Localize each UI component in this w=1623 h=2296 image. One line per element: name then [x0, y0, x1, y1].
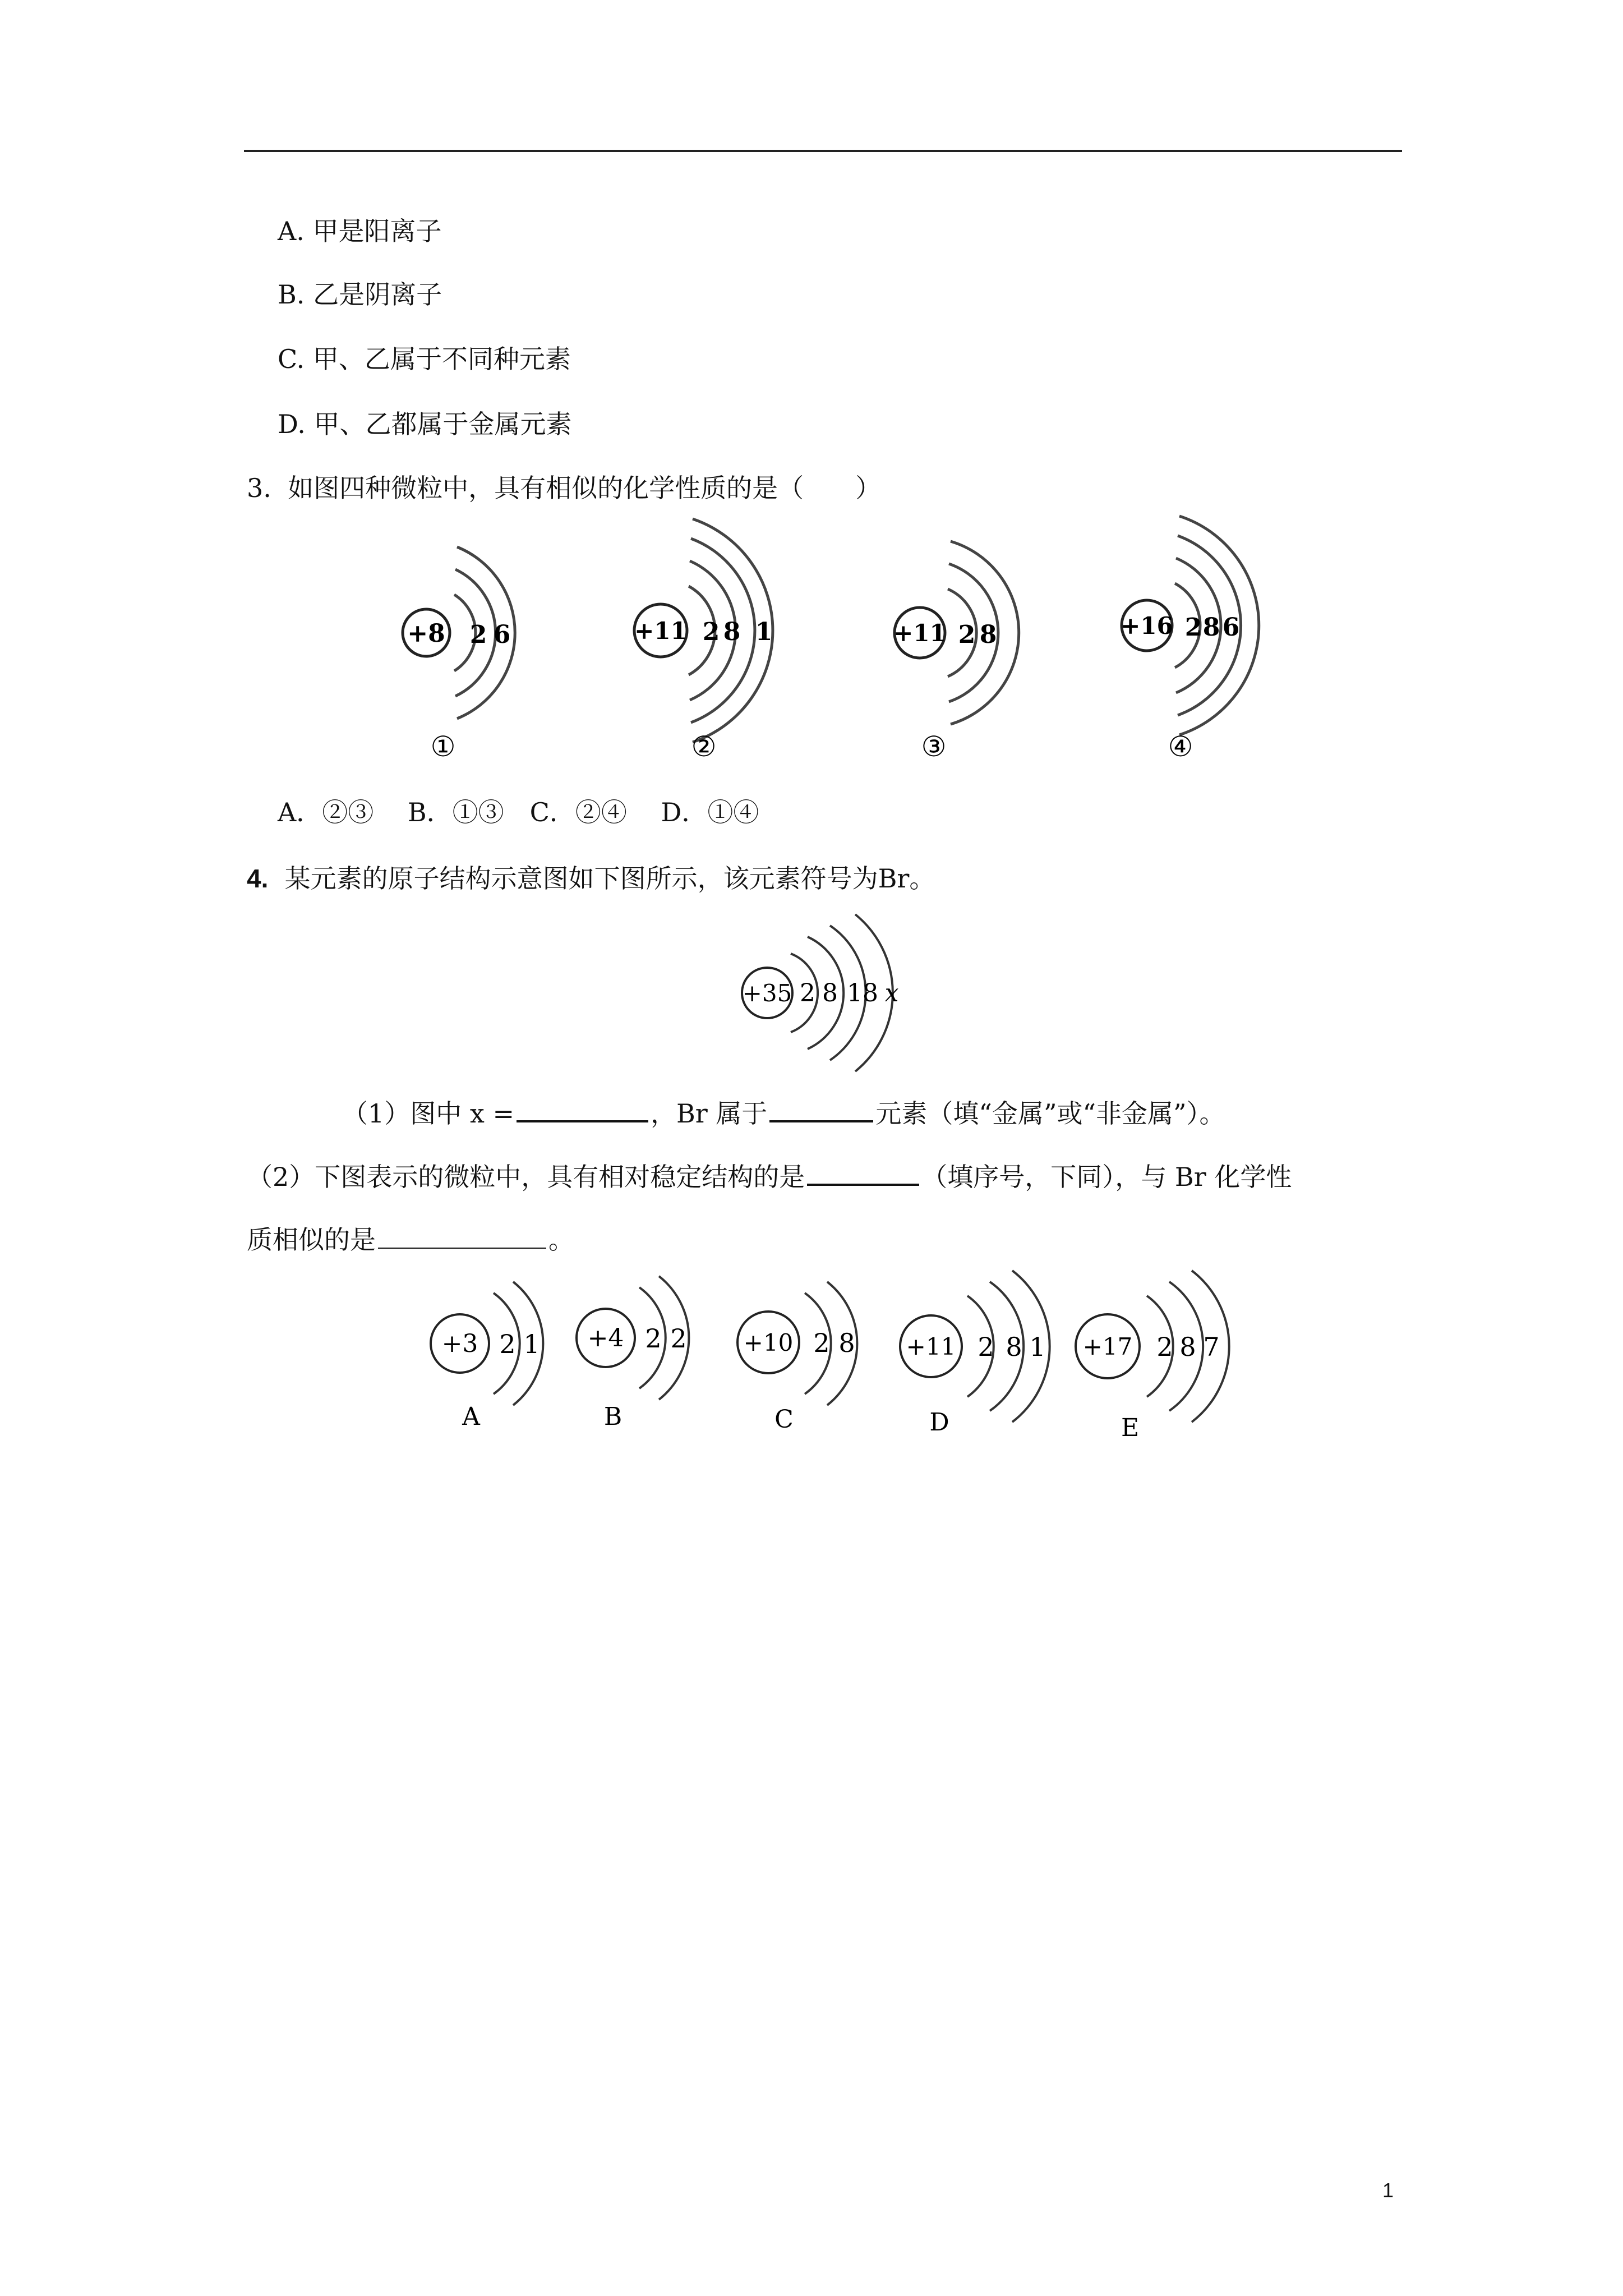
electron-count: 18 [847, 979, 878, 1007]
particle-c [737, 1282, 857, 1434]
atom-diagram-4 [1121, 516, 1259, 763]
atom-diagram-3 [893, 541, 1019, 763]
q2-option-b: B. 乙是阴离子 [278, 279, 442, 310]
q3-options: A．②③ B．①③ C．②④ D．①④ [278, 797, 759, 827]
atom-diagram-1 [403, 547, 515, 763]
electron-count: 2 [978, 1332, 994, 1362]
electron-count: 8 [1202, 613, 1220, 642]
nucleus-label: +11 [893, 619, 946, 647]
q4-stem: 4. 某元素的原子结构示意图如下图所示，该元素符号为Br。 [247, 863, 935, 894]
q4-part1: （1）图中 x = ，Br 属于 元素（填“金属”或“非金属”）。 [342, 1098, 1225, 1129]
nucleus-label: +11 [906, 1333, 956, 1360]
nucleus-label: +17 [1082, 1333, 1133, 1360]
particle-e [1076, 1271, 1229, 1442]
q2-option-c: C. 甲、乙属于不同种元素 [278, 344, 571, 374]
nucleus-label: +35 [742, 979, 792, 1007]
q4-part2-line2: 质相似的是 。 [247, 1225, 574, 1255]
electron-count: 8 [822, 979, 838, 1007]
electron-count: 2 [670, 1323, 687, 1354]
nucleus-label: +4 [587, 1324, 624, 1352]
electron-count: 1 [755, 618, 773, 646]
particle-label: A [462, 1402, 480, 1431]
electron-count: 8 [979, 620, 997, 649]
electron-count: 2 [499, 1329, 516, 1359]
particle-d [900, 1271, 1050, 1437]
q3-stem: 3. 如图四种微粒中，具有相似的化学性质的是（ ） [247, 473, 882, 503]
particle-b [577, 1276, 689, 1431]
q2-option-a: A. 甲是阳离子 [278, 216, 442, 246]
nucleus-label: +3 [441, 1329, 478, 1358]
electron-count: 6 [1222, 613, 1240, 642]
electron-count: 2 [813, 1328, 830, 1358]
electron-count: 8 [723, 618, 741, 646]
electron-count: x [884, 979, 899, 1007]
diagram-label: ④ [1168, 730, 1193, 763]
page-number: 1 [1382, 2179, 1394, 2202]
electron-count: 2 [702, 618, 720, 646]
diagram-label: ① [430, 730, 456, 763]
electron-count: 7 [1203, 1332, 1220, 1362]
electron-count: 1 [1029, 1332, 1046, 1362]
particle-label: B [603, 1402, 623, 1431]
particle-label: C [774, 1405, 794, 1434]
answer-blank-x[interactable] [517, 1098, 648, 1122]
q4-part2-line1: （2）下图表示的微粒中，具有相对稳定结构的是 （填序号，下同），与 Br 化学性 [247, 1162, 1292, 1192]
answer-blank-similar[interactable] [378, 1225, 546, 1249]
answer-blank-stable[interactable] [807, 1161, 919, 1186]
electron-count: 2 [958, 620, 976, 649]
electron-count: 8 [1006, 1332, 1022, 1362]
electron-count: 2 [800, 979, 815, 1007]
electron-count: 6 [493, 620, 511, 649]
electron-count: 2 [469, 620, 487, 649]
nucleus-label: +11 [634, 617, 687, 645]
nucleus-label: +10 [743, 1329, 794, 1356]
nucleus-label: +16 [1121, 612, 1173, 639]
electron-count: 2 [645, 1323, 662, 1354]
electron-count: 1 [523, 1329, 540, 1359]
br-atom-diagram [742, 914, 899, 1071]
particle-label: D [929, 1408, 949, 1437]
q2-option-d: D. 甲、乙都属于金属元素 [278, 409, 572, 439]
electron-count: 2 [1156, 1332, 1173, 1362]
particle-a [431, 1282, 543, 1431]
nucleus-label: +8 [407, 619, 445, 648]
atom-diagram-2 [634, 519, 773, 763]
diagram-label: ③ [921, 730, 947, 763]
electron-count: 2 [1184, 613, 1202, 642]
diagram-label: ② [691, 730, 717, 763]
electron-count: 8 [838, 1328, 855, 1358]
electron-count: 8 [1179, 1332, 1196, 1362]
answer-blank-metal-type[interactable] [769, 1098, 873, 1122]
particle-label: E [1121, 1414, 1140, 1442]
